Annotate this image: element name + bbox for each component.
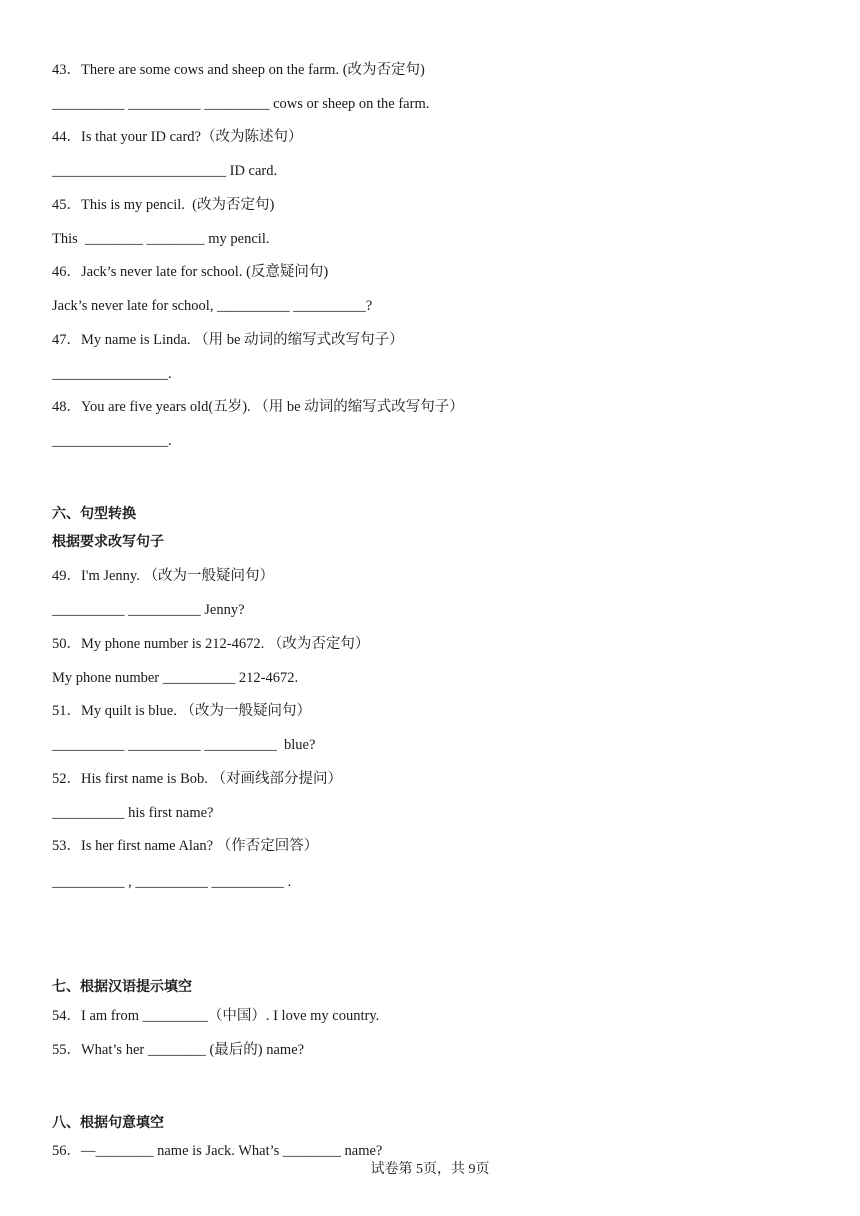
question-55: 55．What’s her ________ (最后的) name? [52, 1042, 305, 1058]
question-54: 54．I am from _________（中国）. I love my country. [52, 1008, 380, 1024]
question-46: 46．Jack’s never late for school. (反意疑问句) [52, 264, 329, 280]
answer-line-43: __________ __________ _________ cows or sheep on the farm. [52, 96, 430, 112]
question-50: 50．My phone number is 212-4672. （改为否定句） [52, 636, 370, 652]
section-heading-7: 七、根据汉语提示填空 [52, 979, 192, 995]
question-49: 49．I'm Jenny. （改为一般疑问句） [52, 568, 274, 584]
question-43: 43．There are some cows and sheep on the farm. (改为否定句) [52, 62, 425, 78]
section-instruction-6: 根据要求改写句子 [52, 534, 164, 550]
answer-line-47: ________________. [52, 366, 172, 382]
answer-line-52: __________ his first name? [52, 805, 214, 821]
answer-line-46: Jack’s never late for school, __________ __________? [52, 298, 373, 314]
answer-line-44: ________________________ ID card. [52, 163, 278, 179]
question-45: 45．This is my pencil. (改为否定句) [52, 197, 275, 213]
question-51: 51．My quilt is blue. （改为一般疑问句） [52, 703, 311, 719]
question-47: 47．My name is Linda. （用 be 动词的缩写式改写句子） [52, 332, 404, 348]
answer-line-51: __________ __________ __________ blue? [52, 737, 316, 753]
question-56: 56．—________ name is Jack. What’s ________ name? [52, 1143, 383, 1159]
question-53: 53．Is her first name Alan? （作否定回答） [52, 838, 319, 854]
section-heading-8: 八、根据句意填空 [52, 1115, 164, 1131]
answer-line-48: ________________. [52, 433, 172, 449]
question-48: 48．You are five years old(五岁). （用 be 动词的缩写式改写句子） [52, 399, 464, 415]
page-footer: 试卷第 5页，共 9页 [370, 1162, 490, 1177]
question-52: 52．His first name is Bob. （对画线部分提问） [52, 771, 342, 787]
answer-line-53: __________ , __________ __________ . [52, 874, 292, 890]
question-44: 44．Is that your ID card?（改为陈述句） [52, 129, 303, 145]
section-heading-6: 六、句型转换 [52, 506, 136, 522]
answer-line-50: My phone number __________ 212-4672. [52, 670, 299, 686]
answer-line-45: This ________ ________ my pencil. [52, 231, 270, 247]
answer-line-49: __________ __________ Jenny? [52, 602, 245, 618]
